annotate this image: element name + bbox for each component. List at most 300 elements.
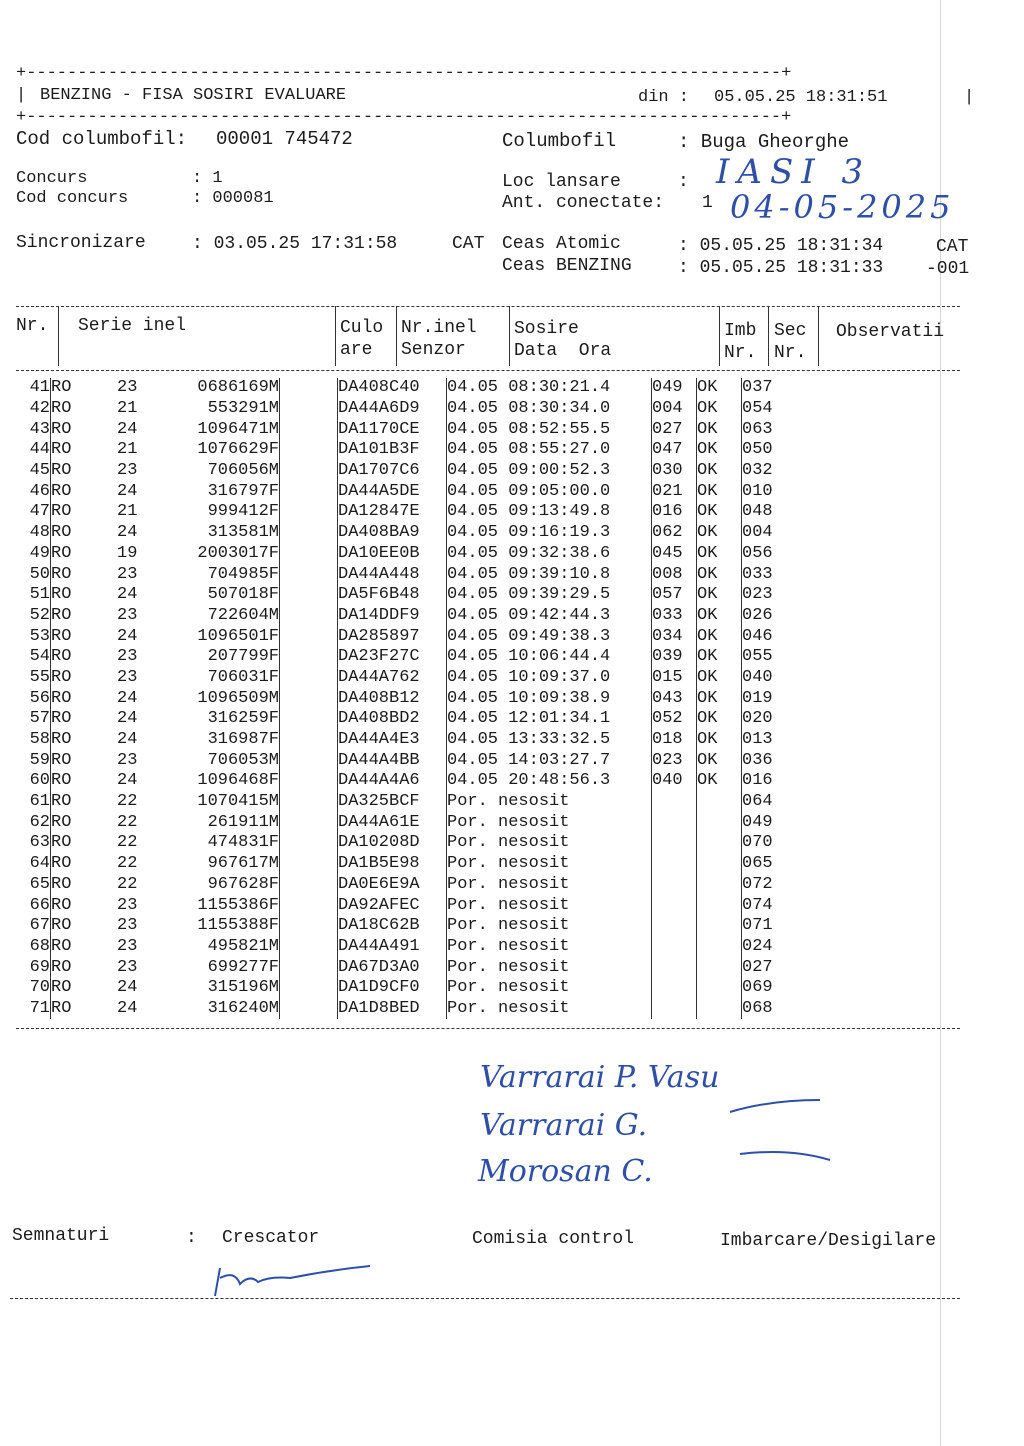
row-observatii: 069 [742,978,773,998]
row-year: 23 [117,936,138,956]
row-sensor: DA10EE0B [338,544,447,565]
col-divider-culoare [396,306,397,366]
row-ring-number: 553291M [149,399,280,420]
row-observatii: 054 [742,399,773,419]
row-observatii: 046 [742,626,773,646]
row-sec [697,854,742,875]
row-country: RO [51,502,72,522]
row-year: 23 [117,667,138,687]
row-nr: 42 [16,399,51,420]
row-country: RO [51,812,72,832]
row-year: 22 [117,833,138,853]
th-sec-1: Sec [774,321,807,341]
row-country: RO [51,916,72,936]
row-sec: OK [697,647,742,668]
ant-conectate-value: 1 [702,193,713,213]
row-country: RO [51,543,72,563]
row-observatii: 063 [742,419,773,439]
table-row [16,916,842,937]
row-ring-number: 495821M [149,937,280,958]
row-country: RO [51,585,72,605]
row-observatii: 026 [742,605,773,625]
sincronizare-value: : 03.05.25 17:31:58 [192,234,398,254]
row-year: 19 [117,543,138,563]
row-year: 22 [117,874,138,894]
row-observatii: 023 [742,585,773,605]
row-year: 21 [117,440,138,460]
concurs-label: Concurs [16,169,88,188]
row-year: 23 [117,461,138,481]
row-year: 24 [117,998,138,1018]
row-imb: 033 [652,606,697,627]
table-row [16,875,842,896]
row-culoare [280,419,338,440]
row-ring-number: 474831F [149,833,280,854]
row-sensor: DA408BA9 [338,523,447,544]
row-nr: 46 [16,481,51,502]
row-nr: 63 [16,833,51,854]
row-sosire: Por. nesosit [447,978,652,999]
row-ring-number: 1076629F [149,440,280,461]
row-country: RO [51,709,72,729]
row-imb [652,875,697,896]
row-culoare [280,378,338,399]
row-country: RO [51,771,72,791]
row-observatii: 024 [742,936,773,956]
loc-lansare-colon: : [678,172,689,192]
th-sec-2: Nr. [774,343,807,363]
row-observatii: 055 [742,647,773,667]
table-row [16,419,842,440]
row-ring-number: 1155388F [149,916,280,937]
row-country: RO [51,750,72,770]
row-sec: OK [697,523,742,544]
cod-concurs-value: : 000081 [192,189,274,208]
table-row [16,461,842,482]
th-nr-inel-2: Senzor [401,340,466,360]
table-row [16,606,842,627]
th-serie-inel: Serie inel [78,316,187,336]
row-nr: 41 [16,378,51,399]
row-sensor: DA408B12 [338,688,447,709]
row-sensor: DA44A6D9 [338,399,447,420]
row-sosire: Por. nesosit [447,916,652,937]
row-sosire: 04.05 12:01:34.1 [447,709,652,730]
table-row [16,523,842,544]
row-sosire: Por. nesosit [447,875,652,896]
row-nr: 57 [16,709,51,730]
row-observatii: 064 [742,792,773,812]
row-ring-number: 1096501F [149,626,280,647]
row-observatii: 068 [742,998,773,1018]
row-culoare [280,750,338,771]
row-culoare [280,854,338,875]
header-border-top: +--------------------------------------------------------------------------+ [16,64,792,83]
header-border-left: | [16,86,27,105]
row-country: RO [51,895,72,915]
row-sensor: DA325BCF [338,792,447,813]
row-ring-number: 261911M [149,812,280,833]
row-sensor: DA1B5E98 [338,854,447,875]
table-row [16,668,842,689]
row-year: 23 [117,957,138,977]
row-ring-number: 316797F [149,481,280,502]
row-sensor: DA408C40 [338,378,447,399]
row-country: RO [51,874,72,894]
row-country: RO [51,481,72,501]
ceas-atomic-tz: CAT [936,237,969,257]
row-sensor: DA67D3A0 [338,957,447,978]
row-country: RO [51,523,72,543]
date-handwritten: 04-05-2025 [730,188,955,226]
row-sosire: 04.05 20:48:56.3 [447,771,652,792]
semnaturi-colon: : [186,1228,197,1248]
row-ring-number: 967628F [149,875,280,896]
row-sensor: DA1707C6 [338,461,447,482]
row-year: 24 [117,626,138,646]
row-year: 24 [117,730,138,750]
row-sosire: 04.05 09:32:38.6 [447,544,652,565]
table-row [16,730,842,751]
row-ring-number: 316987F [149,730,280,751]
row-sosire: 04.05 09:39:29.5 [447,585,652,606]
table-row [16,502,842,523]
row-sosire: 04.05 13:33:32.5 [447,730,652,751]
row-nr: 44 [16,440,51,461]
row-sec [697,833,742,854]
row-culoare [280,771,338,792]
row-imb: 018 [652,730,697,751]
row-observatii: 065 [742,854,773,874]
row-sec [697,875,742,896]
columbofil-label: Columbofil [502,130,617,152]
row-sosire: Por. nesosit [447,937,652,958]
table-row [16,585,842,606]
row-observatii: 056 [742,543,773,563]
row-imb [652,937,697,958]
row-imb [652,978,697,999]
ceas-atomic-label: Ceas Atomic [502,234,621,254]
ceas-benzing-value: : 05.05.25 18:31:33 [678,258,884,278]
footer-rule [10,1298,960,1299]
row-ring-number: 706056M [149,461,280,482]
table-row [16,978,842,999]
row-sensor: DA44A4BB [338,750,447,771]
row-observatii: 036 [742,750,773,770]
row-imb: 049 [652,378,697,399]
row-ring-number: 699277F [149,957,280,978]
row-country: RO [51,399,72,419]
row-ring-number: 704985F [149,564,280,585]
row-ring-number: 316240M [149,999,280,1020]
cod-columbofil-label: Cod columbofil: [16,128,188,150]
row-year: 23 [117,916,138,936]
row-sensor: DA44A5DE [338,481,447,502]
row-sosire: Por. nesosit [447,812,652,833]
row-sensor: DA44A491 [338,937,447,958]
row-nr: 45 [16,461,51,482]
row-culoare [280,730,338,751]
row-year: 24 [117,523,138,543]
row-sensor: DA1170CE [338,419,447,440]
row-year: 21 [117,399,138,419]
ceas-benzing-label: Ceas BENZING [502,256,632,276]
row-sensor: DA44A4E3 [338,730,447,751]
row-ring-number: 313581M [149,523,280,544]
row-country: RO [51,461,72,481]
row-sec: OK [697,688,742,709]
th-culoare-1: Culo [340,318,384,338]
table-row [16,792,842,813]
row-nr: 62 [16,812,51,833]
row-nr: 60 [16,771,51,792]
row-imb: 043 [652,688,697,709]
table-row [16,812,842,833]
row-nr: 68 [16,937,51,958]
row-sec: OK [697,419,742,440]
row-sosire: 04.05 10:09:38.9 [447,688,652,709]
sincronizare-label: Sincronizare [16,233,146,253]
row-sosire: 04.05 08:55:27.0 [447,440,652,461]
row-year: 23 [117,895,138,915]
row-observatii: 010 [742,481,773,501]
row-sensor: DA44A61E [338,812,447,833]
row-nr: 67 [16,916,51,937]
row-culoare [280,978,338,999]
row-culoare [280,399,338,420]
table-row [16,440,842,461]
row-sensor: DA5F6B48 [338,585,447,606]
row-sec: OK [697,730,742,751]
row-sosire: 04.05 09:05:00.0 [447,481,652,502]
row-year: 22 [117,812,138,832]
row-ring-number: 0686169M [149,378,280,399]
row-country: RO [51,564,72,584]
th-culoare-2: are [340,340,373,360]
row-imb: 027 [652,419,697,440]
row-sensor: DA10208D [338,833,447,854]
col-divider-senzor [509,306,510,366]
row-sec: OK [697,709,742,730]
row-country: RO [51,378,72,398]
row-country: RO [51,667,72,687]
row-nr: 51 [16,585,51,606]
row-ring-number: 706031F [149,668,280,689]
row-imb: 034 [652,626,697,647]
table-row [16,378,842,399]
table-row [16,544,842,565]
table-row [16,709,842,730]
row-sosire: 04.05 08:30:34.0 [447,399,652,420]
col-divider-nr [58,306,59,366]
row-sensor: DA92AFEC [338,895,447,916]
table-row [16,399,842,420]
row-country: RO [51,957,72,977]
row-country: RO [51,854,72,874]
row-sosire: Por. nesosit [447,792,652,813]
row-imb: 015 [652,668,697,689]
row-culoare [280,957,338,978]
row-imb: 039 [652,647,697,668]
row-sec [697,978,742,999]
row-observatii: 071 [742,916,773,936]
row-culoare [280,481,338,502]
row-ring-number: 207799F [149,647,280,668]
row-sec: OK [697,606,742,627]
row-sensor: DA12847E [338,502,447,523]
row-sosire: Por. nesosit [447,854,652,875]
imbarcare-desigilare-label: Imbarcare/Desigilare [720,1231,937,1251]
row-sec: OK [697,399,742,420]
row-imb [652,854,697,875]
ceas-benzing-diff: -001 [926,259,970,279]
row-culoare [280,647,338,668]
row-observatii: 074 [742,895,773,915]
cod-columbofil-value: 00001 745472 [216,128,353,150]
row-country: RO [51,998,72,1018]
row-culoare [280,792,338,813]
row-nr: 70 [16,978,51,999]
row-sensor: DA23F27C [338,647,447,668]
row-nr: 55 [16,668,51,689]
row-imb [652,916,697,937]
row-ring-number: 706053M [149,750,280,771]
col-divider-sec [818,306,819,366]
row-sosire: 04.05 09:49:38.3 [447,626,652,647]
row-imb: 023 [652,750,697,771]
row-year: 24 [117,771,138,791]
th-nr: Nr. [16,316,49,336]
row-culoare [280,688,338,709]
row-imb [652,792,697,813]
row-sosire: 04.05 10:09:37.0 [447,668,652,689]
row-year: 22 [117,792,138,812]
table-row [16,957,842,978]
row-year: 24 [117,481,138,501]
row-observatii: 048 [742,502,773,522]
row-observatii: 032 [742,461,773,481]
row-sosire: 04.05 10:06:44.4 [447,647,652,668]
row-sosire: 04.05 08:52:55.5 [447,419,652,440]
table-row [16,999,842,1020]
row-ring-number: 315196M [149,978,280,999]
table-row [16,564,842,585]
row-observatii: 020 [742,709,773,729]
row-observatii: 050 [742,440,773,460]
row-nr: 65 [16,875,51,896]
row-sensor: DA44A4A6 [338,771,447,792]
row-imb: 045 [652,544,697,565]
table-row [16,647,842,668]
arrivals-table [16,378,842,1019]
semnaturi-label: Semnaturi [12,1226,110,1246]
comisia-control-label: Comisia control [472,1229,635,1249]
table-bottom-rule [16,1028,960,1029]
row-nr: 52 [16,606,51,627]
row-sensor: DA408BD2 [338,709,447,730]
col-divider-sosire [719,306,720,366]
ceas-atomic-value: : 05.05.25 18:31:34 [678,236,884,256]
row-sec: OK [697,668,742,689]
row-sec: OK [697,626,742,647]
row-nr: 48 [16,523,51,544]
row-observatii: 070 [742,833,773,853]
row-sensor: DA44A448 [338,564,447,585]
table-row [16,833,842,854]
row-culoare [280,812,338,833]
header-title: BENZING - FISA SOSIRI EVALUARE [40,86,347,105]
row-sensor: DA285897 [338,626,447,647]
row-imb [652,895,697,916]
row-country: RO [51,440,72,460]
row-culoare [280,440,338,461]
row-sosire: 04.05 09:00:52.3 [447,461,652,482]
row-culoare [280,875,338,896]
row-sec: OK [697,378,742,399]
th-imb-2: Nr. [724,343,757,363]
row-ring-number: 999412F [149,502,280,523]
row-sosire: Por. nesosit [447,895,652,916]
loc-lansare-label: Loc lansare [502,172,621,192]
handwritten-name-1: Varrarai P. Vasu [480,1060,720,1095]
sincronizare-tz: CAT [452,234,485,254]
row-observatii: 004 [742,523,773,543]
row-culoare [280,544,338,565]
row-sensor: DA101B3F [338,440,447,461]
row-imb [652,957,697,978]
row-year: 22 [117,854,138,874]
row-imb: 062 [652,523,697,544]
th-nr-inel-1: Nr.inel [401,318,477,338]
row-country: RO [51,626,72,646]
row-sensor: DA0E6E9A [338,875,447,896]
row-sec [697,895,742,916]
row-culoare [280,916,338,937]
row-nr: 53 [16,626,51,647]
row-sec [697,937,742,958]
row-sec [697,999,742,1020]
row-imb [652,812,697,833]
row-culoare [280,564,338,585]
concurs-value: : 1 [192,169,223,188]
row-sosire: 04.05 09:42:44.3 [447,606,652,627]
row-sec: OK [697,502,742,523]
row-sec: OK [697,750,742,771]
row-culoare [280,606,338,627]
header-din-label: din : [638,88,690,107]
row-nr: 64 [16,854,51,875]
table-row [16,937,842,958]
row-culoare [280,523,338,544]
row-culoare [280,937,338,958]
row-observatii: 040 [742,667,773,687]
row-sensor: DA1D8BED [338,999,447,1020]
row-country: RO [51,792,72,812]
table-row [16,895,842,916]
row-observatii: 049 [742,812,773,832]
row-sec [697,957,742,978]
cod-concurs-label: Cod concurs [16,189,129,208]
flourish-line-1 [730,1100,820,1112]
header-din-value: 05.05.25 18:31:51 [714,88,888,107]
row-nr: 66 [16,895,51,916]
table-row [16,626,842,647]
row-sosire: Por. nesosit [447,957,652,978]
row-culoare [280,585,338,606]
row-sec [697,812,742,833]
row-nr: 54 [16,647,51,668]
row-nr: 56 [16,688,51,709]
